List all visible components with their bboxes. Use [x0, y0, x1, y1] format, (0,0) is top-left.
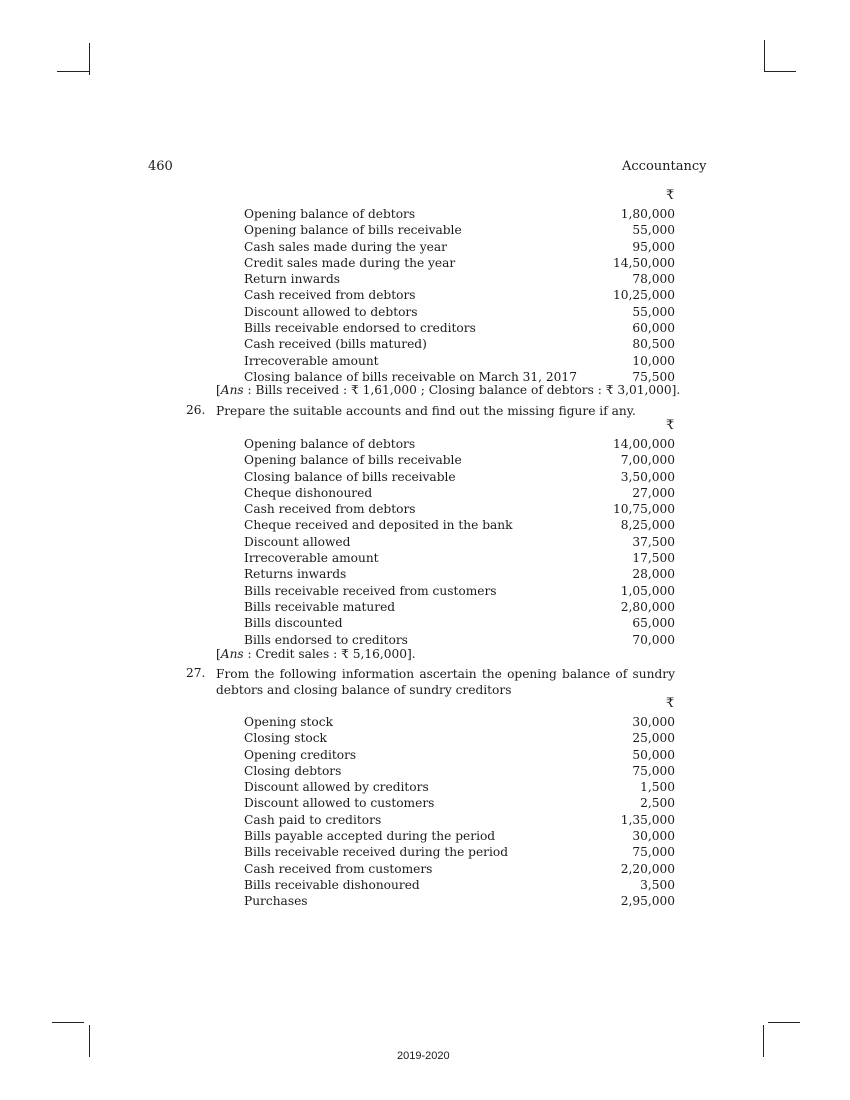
table-row [244, 566, 675, 582]
table-row [244, 747, 675, 763]
table-row [244, 795, 675, 811]
question-number: 26. [186, 403, 206, 417]
row-amount: 75,000 [632, 763, 675, 778]
row-amount: 3,50,000 [620, 469, 675, 484]
row-label: Opening balance of bills receivable [244, 223, 462, 238]
currency-symbol: ₹ [666, 188, 675, 203]
row-amount: 2,95,000 [620, 894, 675, 909]
question-text: From the following information ascertain the opening balance of sundry debtors and closing balance of sundry creditors [216, 667, 675, 697]
footer-year: 2019-2020 [397, 1050, 450, 1062]
row-label: Cash received from debtors [244, 288, 416, 303]
table-row [244, 844, 675, 860]
row-amount: 8,25,000 [620, 518, 675, 533]
table-row [244, 452, 675, 468]
answer-line [216, 383, 680, 397]
crop-mark [52, 1022, 84, 1023]
row-amount: 2,500 [640, 796, 675, 811]
row-amount: 17,500 [632, 551, 675, 566]
row-label: Discount allowed by creditors [244, 780, 429, 795]
answer-text: : Credit sales : ₹ 5,16,000]. [243, 647, 416, 661]
table-row [244, 206, 675, 222]
row-amount: 78,000 [632, 272, 675, 287]
row-amount: 10,25,000 [612, 288, 675, 303]
row-label: Discount allowed [244, 534, 351, 549]
row-amount: 30,000 [632, 715, 675, 729]
row-label: Cash received from debtors [244, 502, 416, 517]
row-label: Bills receivable received from customers [244, 583, 497, 598]
table-row [244, 877, 675, 893]
question-text: Prepare the suitable accounts and find out the missing figure if any. [216, 404, 636, 418]
row-amount: 1,35,000 [620, 812, 675, 827]
table-row [244, 436, 675, 452]
row-amount: 2,80,000 [620, 599, 675, 614]
row-label: Cash received (bills matured) [244, 337, 427, 352]
question-number: 27. [186, 666, 206, 680]
table-row [244, 469, 675, 485]
currency-symbol: ₹ [666, 696, 675, 711]
row-amount: 14,50,000 [612, 255, 675, 270]
row-amount: 95,000 [632, 239, 675, 254]
crop-mark [768, 1022, 800, 1023]
table-row [244, 320, 675, 336]
crop-mark [763, 1025, 764, 1057]
row-label: Cheque dishonoured [244, 485, 373, 500]
crop-mark [764, 71, 796, 72]
table-row [244, 599, 675, 615]
row-label: Closing debtors [244, 763, 342, 778]
row-amount: 10,000 [632, 353, 675, 368]
row-amount: 37,500 [632, 534, 675, 549]
amount-table [244, 206, 675, 385]
row-label: Bills receivable endorsed to creditors [244, 321, 476, 336]
row-label: Closing stock [244, 731, 327, 746]
table-row [244, 812, 675, 828]
table-row [244, 501, 675, 517]
row-label: Irrecoverable amount [244, 551, 379, 566]
table-row [244, 583, 675, 599]
crop-mark [89, 43, 90, 75]
row-amount: 1,05,000 [620, 583, 675, 598]
row-label: Opening creditors [244, 747, 357, 762]
row-label: Cash sales made during the year [244, 239, 447, 254]
row-label: Opening balance of debtors [244, 207, 416, 221]
table-row [244, 861, 675, 877]
row-amount: 70,000 [632, 632, 675, 647]
table-row [244, 287, 675, 303]
table-row [244, 534, 675, 550]
currency-symbol: ₹ [666, 418, 675, 433]
row-amount: 75,500 [632, 369, 675, 384]
row-label: Bills receivable dishonoured [244, 877, 420, 892]
row-amount: 50,000 [632, 747, 675, 762]
row-amount: 55,000 [632, 223, 675, 238]
answer-label: Ans [220, 647, 244, 661]
table-row [244, 714, 675, 730]
row-label: Bills endorsed to creditors [244, 632, 408, 647]
row-amount: 80,500 [632, 337, 675, 352]
answer-bracket: [ [216, 383, 221, 397]
table-row [244, 304, 675, 320]
row-label: Closing balance of bills receivable on March 31, 2017 [244, 369, 577, 384]
row-amount: 1,80,000 [620, 207, 675, 221]
page-number: 460 [148, 159, 173, 174]
row-amount: 30,000 [632, 829, 675, 844]
table-row [244, 550, 675, 566]
table-row [244, 828, 675, 844]
crop-mark [89, 1025, 90, 1057]
row-label: Cash paid to creditors [244, 812, 382, 827]
row-amount: 2,20,000 [620, 861, 675, 876]
table-row [244, 485, 675, 501]
row-label: Purchases [244, 894, 308, 909]
table-row [244, 222, 675, 238]
row-amount: 75,000 [632, 845, 675, 860]
table-row [244, 632, 675, 648]
answer-bracket: [ [216, 647, 221, 661]
table-row [244, 730, 675, 746]
row-label: Discount allowed to debtors [244, 304, 418, 319]
table-row [244, 353, 675, 369]
table-row [244, 893, 675, 909]
row-amount: 25,000 [632, 731, 675, 746]
row-label: Opening balance of bills receivable [244, 453, 462, 468]
row-amount: 65,000 [632, 616, 675, 631]
row-label: Discount allowed to customers [244, 796, 435, 811]
row-label: Opening balance of debtors [244, 437, 416, 451]
row-amount: 27,000 [632, 485, 675, 500]
crop-mark [57, 71, 89, 72]
row-label: Bills discounted [244, 616, 343, 631]
crop-mark [764, 40, 765, 72]
answer-line [216, 647, 416, 661]
amount-table [244, 436, 675, 648]
table-row [244, 615, 675, 631]
row-label: Bills payable accepted during the period [244, 829, 496, 844]
table-row [244, 763, 675, 779]
row-label: Cheque received and deposited in the bank [244, 518, 513, 533]
answer-label: Ans [220, 383, 244, 397]
row-label: Credit sales made during the year [244, 255, 456, 270]
row-label: Bills receivable received during the period [244, 845, 509, 860]
table-row [244, 336, 675, 352]
table-row [244, 271, 675, 287]
row-label: Opening stock [244, 715, 333, 729]
row-label: Closing balance of bills receivable [244, 469, 456, 484]
row-label: Bills receivable matured [244, 599, 396, 614]
book-title: Accountancy [622, 159, 707, 174]
table-row [244, 255, 675, 271]
row-amount: 7,00,000 [620, 453, 675, 468]
row-amount: 55,000 [632, 304, 675, 319]
row-amount: 14,00,000 [612, 437, 675, 451]
row-label: Returns inwards [244, 567, 347, 582]
row-amount: 60,000 [632, 321, 675, 336]
row-label: Irrecoverable amount [244, 353, 379, 368]
row-amount: 28,000 [632, 567, 675, 582]
row-amount: 10,75,000 [612, 502, 675, 517]
row-label: Return inwards [244, 272, 341, 287]
table-row [244, 517, 675, 533]
answer-text: : Bills received : ₹ 1,61,000 ; Closing balance of debtors : ₹ 3,01,000]. [243, 383, 681, 397]
row-label: Cash received from customers [244, 861, 433, 876]
row-amount: 1,500 [640, 780, 675, 795]
table-row [244, 239, 675, 255]
row-amount: 3,500 [640, 877, 675, 892]
amount-table [244, 714, 675, 910]
table-row [244, 779, 675, 795]
